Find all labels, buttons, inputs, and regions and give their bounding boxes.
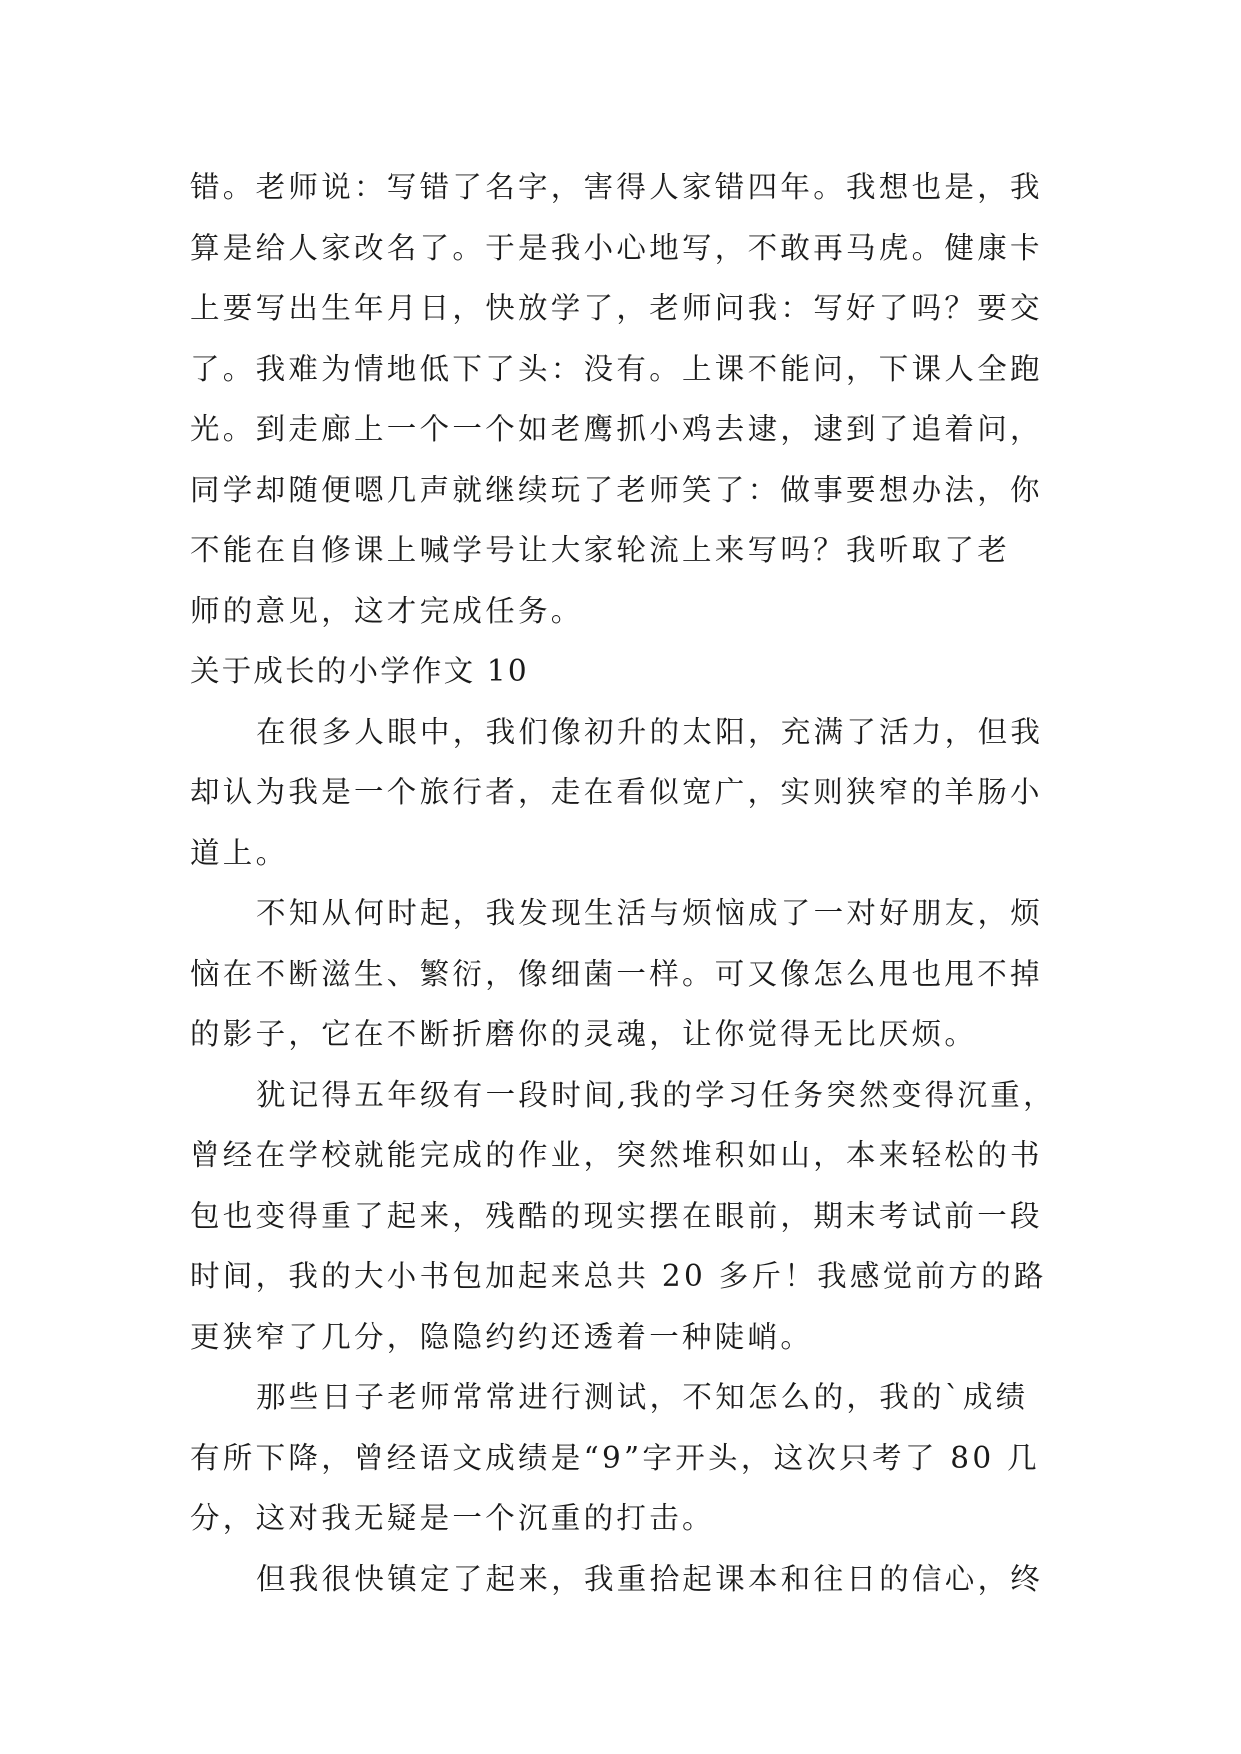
text-line: 却认为我是一个旅行者，走在看似宽广，实则狭窄的羊肠小: [190, 775, 1043, 809]
text-line: 在很多人眼中，我们像初升的太阳，充满了活力，但我: [256, 714, 1044, 749]
document-page: [190, 157, 1058, 1609]
text-line: 师的意见，这才完成任务。: [190, 593, 584, 628]
section-heading: 关于成长的小学作文 10: [190, 654, 529, 688]
text-line: 上要写出生年月日，快放学了，老师问我：写好了吗？要交: [190, 291, 1043, 325]
text-line: 但我很快镇定了起来，我重拾起课本和往日的信心，终: [256, 1561, 1044, 1596]
text-line: 不知从何时起，我发现生活与烦恼成了一对好朋友，烦: [256, 896, 1044, 930]
text-line: 分，这对我无疑是一个沉重的打击。: [190, 1501, 715, 1535]
text-line: 包也变得重了起来，残酷的现实摆在眼前，期末考试前一段: [190, 1198, 1043, 1233]
text-line: 的影子，它在不断折磨你的灵魂，让你觉得无比厌烦。: [190, 1017, 978, 1051]
text-line: 时间，我的大小书包加起来总共 20 多斤！我感觉前方的路: [190, 1259, 1047, 1293]
text-line: 恼在不断滋生、繁衍，像细菌一样。可又像怎么甩也甩不掉: [190, 956, 1043, 991]
text-line: 更狭窄了几分，隐隐约约还透着一种陡峭。: [190, 1319, 814, 1354]
text-line: 有所下降，曾经语文成绩是“9”字开头，这次只考了 80 几: [190, 1440, 1040, 1475]
text-line: 犹记得五年级有一段时间,我的学习任务突然变得沉重，: [256, 1077, 1056, 1112]
text-line: 不能在自修课上喊学号让大家轮流上来写吗？我听取了老: [190, 533, 1011, 567]
text-line: 那些日子老师常常进行测试，不知怎么的，我的`成绩: [256, 1380, 1029, 1414]
text-line: 曾经在学校就能完成的作业，突然堆积如山，本来轻松的书: [190, 1138, 1043, 1172]
text-line: 光。到走廊上一个一个如老鹰抓小鸡去逮，逮到了追着问，: [190, 412, 1043, 446]
text-line: 道上。: [190, 835, 289, 870]
text-line: 了。我难为情地低下了头：没有。上课不能问，下课人全跑: [190, 351, 1043, 386]
text-line: 同学却随便嗯几声就继续玩了老师笑了：做事要想办法，你: [190, 472, 1043, 507]
text-line: 错。老师说：写错了名字，害得人家错四年。我想也是，我: [190, 170, 1043, 204]
text-line: 算是给人家改名了。于是我小心地写，不敢再马虎。健康卡: [190, 230, 1043, 265]
